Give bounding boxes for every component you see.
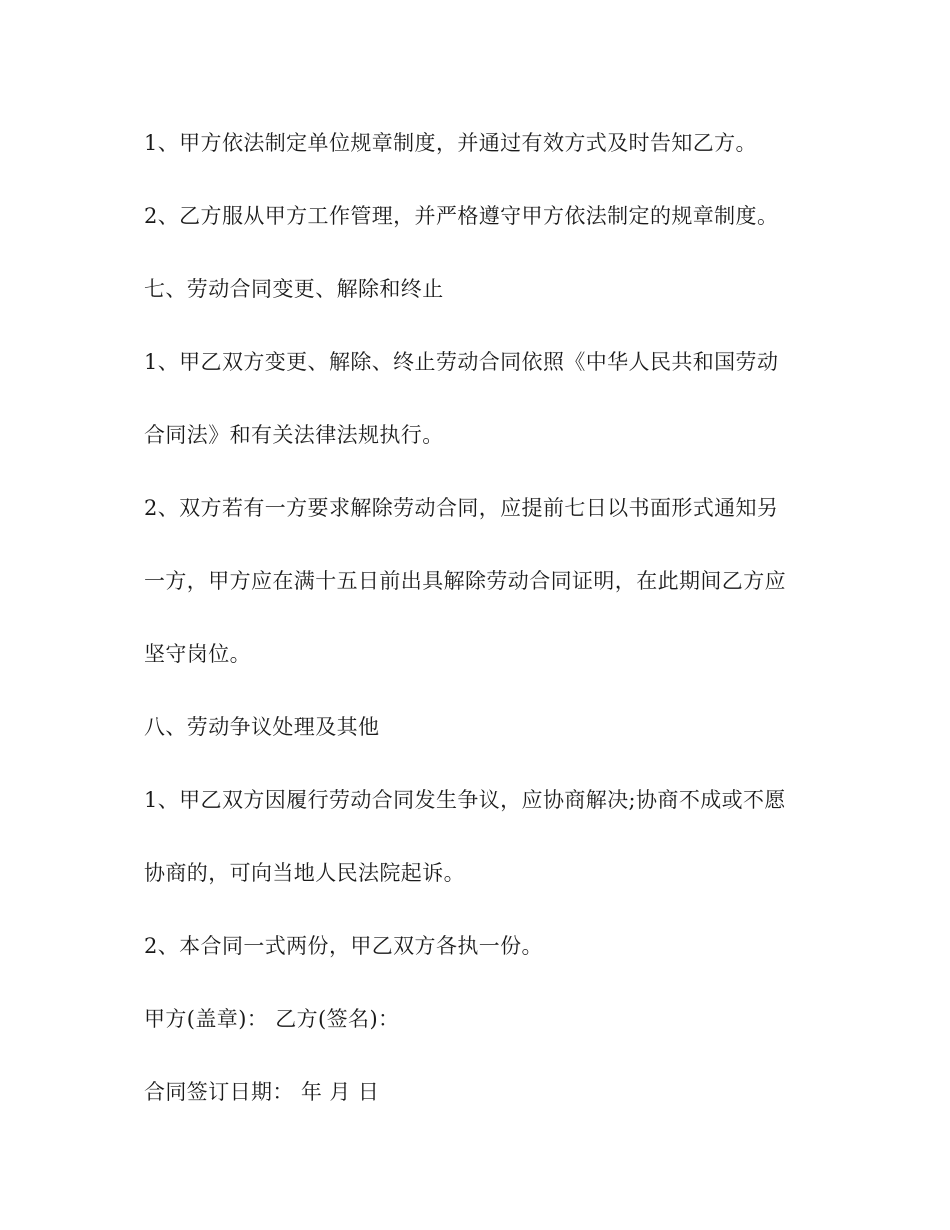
section-heading-8: 八、劳动争议处理及其他: [144, 715, 380, 739]
signing-date-line: 合同签订日期： 年 月 日: [144, 1080, 380, 1104]
section-heading-7: 七、劳动合同变更、解除和终止: [144, 277, 444, 301]
clause-6-2: 2、乙方服从甲方工作管理，并严格遵守甲方依法制定的规章制度。: [144, 204, 779, 228]
clause-7-2-line-2: 一方，甲方应在满十五日前出具解除劳动合同证明，在此期间乙方应: [144, 569, 786, 593]
signature-line: 甲方(盖章)： 乙方(签名)：: [144, 1007, 400, 1031]
clause-8-1-line-1: 1、甲乙双方因履行劳动合同发生争议，应协商解决;协商不成或不愿: [144, 788, 786, 812]
clause-7-1-line-1: 1、甲乙双方变更、解除、终止劳动合同依照《中华人民共和国劳动: [144, 350, 779, 374]
clause-7-2-line-1: 2、双方若有一方要求解除劳动合同，应提前七日以书面形式通知另: [144, 496, 779, 520]
clause-8-2: 2、本合同一式两份，甲乙双方各执一份。: [144, 934, 543, 958]
clause-7-1-line-2: 合同法》和有关法律法规执行。: [144, 423, 444, 447]
clause-8-1-line-2: 协商的，可向当地人民法院起诉。: [144, 861, 465, 885]
clause-7-2-line-3: 坚守岗位。: [144, 642, 251, 666]
document-body: [144, 122, 804, 1144]
clause-6-1: 1、甲方依法制定单位规章制度，并通过有效方式及时告知乙方。: [144, 131, 757, 155]
